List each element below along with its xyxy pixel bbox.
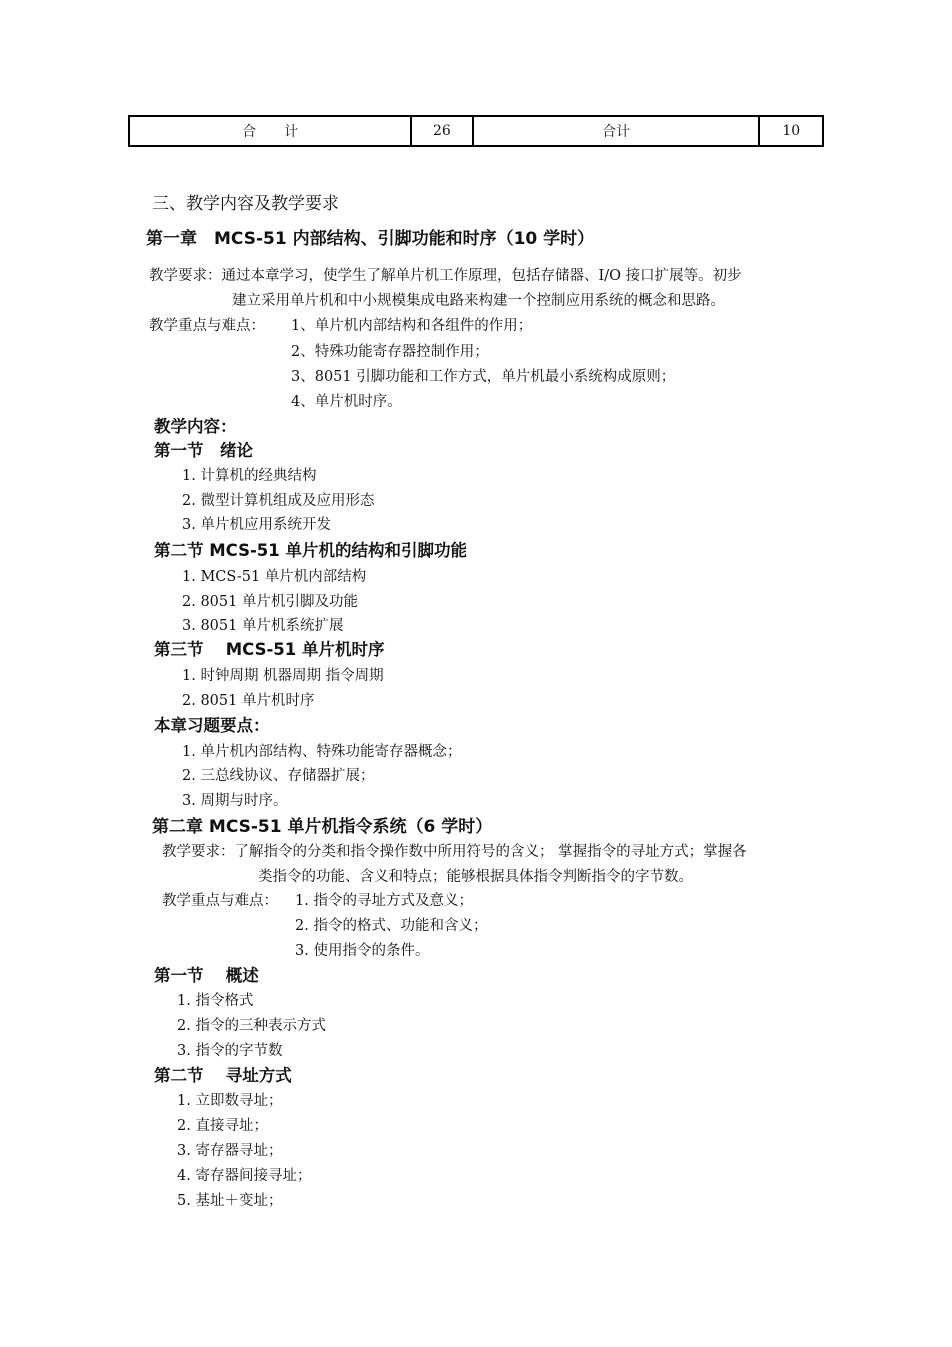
ch1-key-item: 1、单片机内部结构和各组件的作用； [291, 318, 533, 334]
ch2-section-1-title: 第一节 概述 [154, 966, 259, 985]
ch2-key-item: 2. 指令的格式、功能和含义； [295, 918, 488, 934]
list-item: 5. 基址＋变址； [177, 1193, 283, 1209]
chapter-1-title: 第一章 MCS-51 内部结构、引脚功能和时序（10 学时） [146, 229, 595, 249]
list-item: 1. 单片机内部结构、特殊功能寄存器概念； [182, 744, 462, 760]
ch1-section-2-title: 第二节 MCS-51 单片机的结构和引脚功能 [154, 541, 468, 560]
list-item: 1. 指令格式 [177, 993, 254, 1009]
ch1-requirement-line2: 建立采用单片机和中小规模集成电路来构建一个控制应用系统的概念和思路。 [232, 293, 725, 309]
ch2-requirement-line1: 教学要求：了解指令的分类和指令操作数中所用符号的含义； 掌握指令的寻址方式；掌握各 [162, 844, 747, 860]
list-item: 3. 指令的字节数 [177, 1043, 283, 1059]
list-item: 4. 寄存器间接寻址； [177, 1168, 312, 1184]
list-item: 2. 微型计算机组成及应用形态 [182, 493, 375, 509]
list-item: 3. 8051 单片机系统扩展 [182, 618, 344, 634]
ch2-key-item: 3. 使用指令的条件。 [295, 943, 430, 959]
list-item: 1. MCS-51 单片机内部结构 [182, 569, 367, 585]
ch1-section-3-title: 第三节 MCS-51 单片机时序 [154, 640, 385, 659]
list-item: 2. 三总线协议、存储器扩展； [182, 768, 375, 784]
list-item: 3. 寄存器寻址； [177, 1143, 283, 1159]
ch1-key-label: 教学重点与难点： [149, 318, 265, 334]
total-value-2: 10 [759, 116, 823, 146]
ch2-section-2-title: 第二节 寻址方式 [154, 1066, 292, 1085]
ch1-content-label: 教学内容： [154, 417, 237, 436]
ch1-key-item: 2、特殊功能寄存器控制作用； [291, 344, 489, 360]
ch1-exercise-title: 本章习题要点： [154, 716, 270, 735]
ch2-key-label: 教学重点与难点： [162, 893, 278, 909]
list-item: 3. 单片机应用系统开发 [182, 517, 331, 533]
list-item: 2. 直接寻址； [177, 1118, 268, 1134]
total-label-2: 合计 [473, 116, 760, 146]
list-item: 1. 时钟周期 机器周期 指令周期 [182, 668, 384, 684]
total-value-1: 26 [411, 116, 473, 146]
section-title: 三、教学内容及教学要求 [152, 194, 339, 214]
list-item: 2. 指令的三种表示方式 [177, 1018, 326, 1034]
list-item: 1. 立即数寻址； [177, 1093, 283, 1109]
ch1-requirement-line1: 教学要求：通过本章学习，使学生了解单片机工作原理，包括存储器、I/O 接口扩展等。初步 [149, 268, 742, 284]
ch1-section-1-title: 第一节 绪论 [154, 441, 253, 460]
chapter-2-title: 第二章 MCS-51 单片机指令系统（6 学时） [152, 817, 493, 837]
total-row-table [128, 115, 824, 147]
ch2-requirement-line2: 类指令的功能、含义和特点；能够根据具体指令判断指令的字节数。 [258, 869, 693, 885]
list-item: 3. 周期与时序。 [182, 793, 288, 809]
list-item: 2. 8051 单片机时序 [182, 693, 315, 709]
ch2-key-item: 1. 指令的寻址方式及意义； [295, 893, 473, 909]
ch1-key-item: 4、单片机时序。 [291, 394, 402, 410]
ch1-key-item: 3、8051 引脚功能和工作方式，单片机最小系统构成原则； [291, 369, 676, 385]
list-item: 2. 8051 单片机引脚及功能 [182, 594, 358, 610]
list-item: 1. 计算机的经典结构 [182, 468, 317, 484]
total-label-1: 合 计 [129, 116, 411, 146]
